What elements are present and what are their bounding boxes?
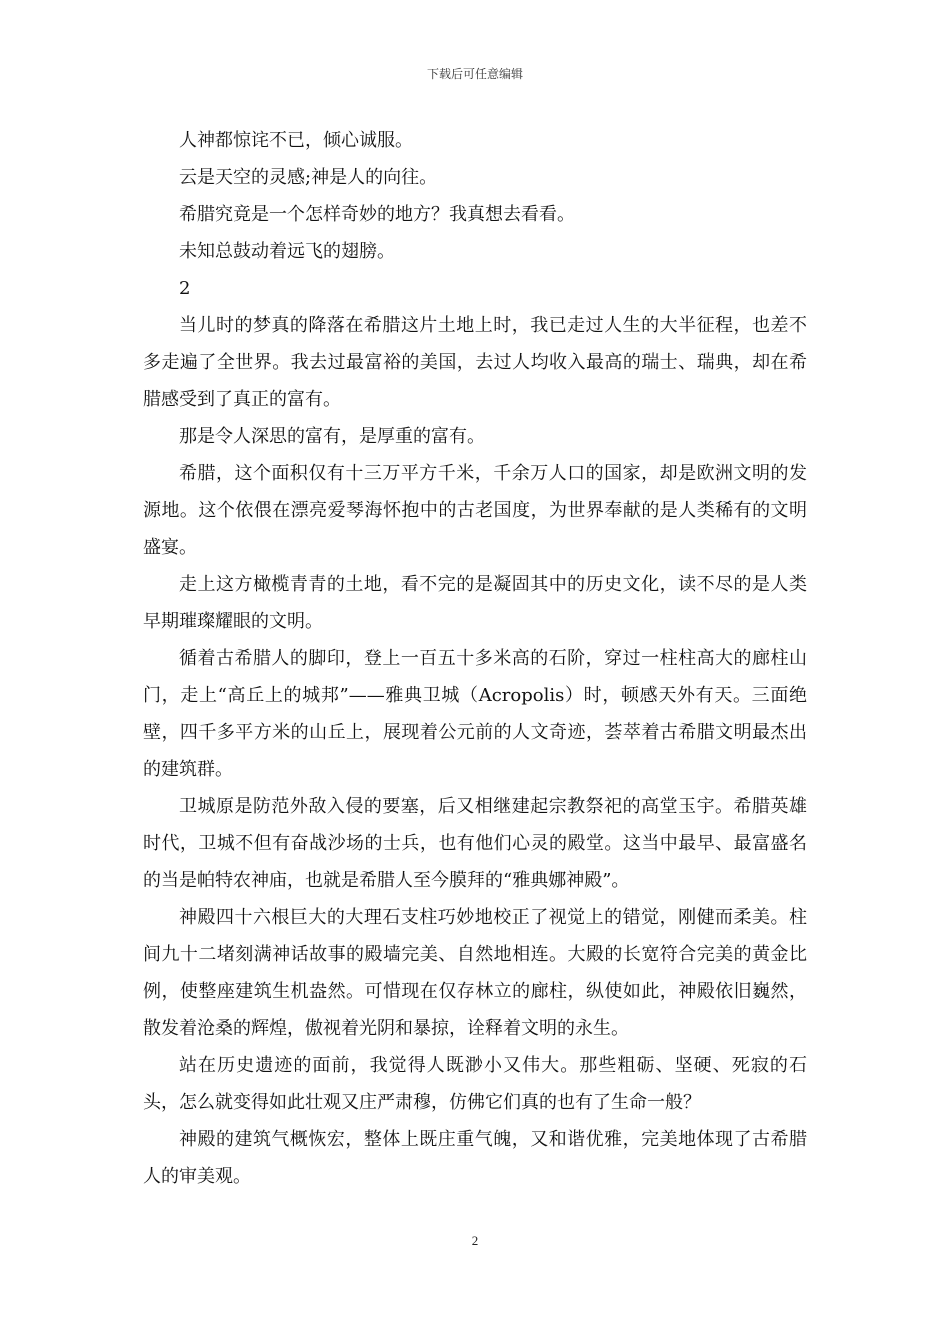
paragraph: 走上这方橄榄青青的土地，看不完的是凝固其中的历史文化，读不尽的是人类早期璀璨耀眼的文明。 xyxy=(143,574,807,632)
paragraph: 未知总鼓动着远飞的翅膀。 xyxy=(179,241,395,262)
paragraph: 希腊，这个面积仅有十三万平方千米，千余万人口的国家，却是欧洲文明的发源地。这个依偎在漂亮爱琴海怀抱中的古老国度，为世界奉献的是人类稀有的文明盛宴。 xyxy=(143,463,807,558)
page-header: 下载后可任意编辑 xyxy=(426,67,523,81)
paragraph: 云是天空的灵感;神是人的向往。 xyxy=(179,167,438,188)
paragraph: 神殿的建筑气概恢宏，整体上既庄重气魄，又和谐优雅，完美地体现了古希腊人的审美观。 xyxy=(143,1129,807,1187)
paragraph: 循着古希腊人的脚印，登上一百五十多米高的石阶，穿过一柱柱高大的廊柱山门，走上“高丘上的城邦”——雅典卫城（Acropolis）时，顿感天外有天。三面绝壁，四千多平方米的山丘上，展现着公元前的人文奇迹，荟萃着古希腊文明最杰出的建筑群。 xyxy=(143,648,807,780)
paragraph: 卫城原是防范外敌入侵的要塞，后又相继建起宗教祭祀的高堂玉宇。希腊英雄时代，卫城不但有奋战沙场的士兵，也有他们心灵的殿堂。这当中最早、最富盛名的当是帕特农神庙，也就是希腊人至今膜拜的“雅典娜神殿”。 xyxy=(143,796,807,891)
paragraph: 人神都惊诧不已，倾心诚服。 xyxy=(179,130,413,151)
paragraph: 希腊究竟是一个怎样奇妙的地方？我真想去看看。 xyxy=(179,204,575,225)
body-text xyxy=(143,122,807,1195)
section-number: 2 xyxy=(179,278,191,299)
paragraph: 神殿四十六根巨大的大理石支柱巧妙地校正了视觉上的错觉，刚健而柔美。柱间九十二堵刻满神话故事的殿墙完美、自然地相连。大殿的长宽符合完美的黄金比例，使整座建筑生机盎然。可惜现在仅存林立的廊柱，纵使如此，神殿依旧巍然，散发着沧桑的辉煌，傲视着光阴和暴掠，诠释着文明的永生。 xyxy=(143,907,807,1039)
page-number: 2 xyxy=(471,1233,479,1248)
paragraph: 那是令人深思的富有，是厚重的富有。 xyxy=(179,426,485,447)
paragraph: 当儿时的梦真的降落在希腊这片土地上时，我已走过人生的大半征程，也差不多走遍了全世界。我去过最富裕的美国，去过人均收入最高的瑞士、瑞典，却在希腊感受到了真正的富有。 xyxy=(143,315,807,410)
paragraph: 站在历史遗迹的面前，我觉得人既渺小又伟大。那些粗砺、坚硬、死寂的石头，怎么就变得如此壮观又庄严肃穆，仿佛它们真的也有了生命一般？ xyxy=(143,1055,807,1113)
